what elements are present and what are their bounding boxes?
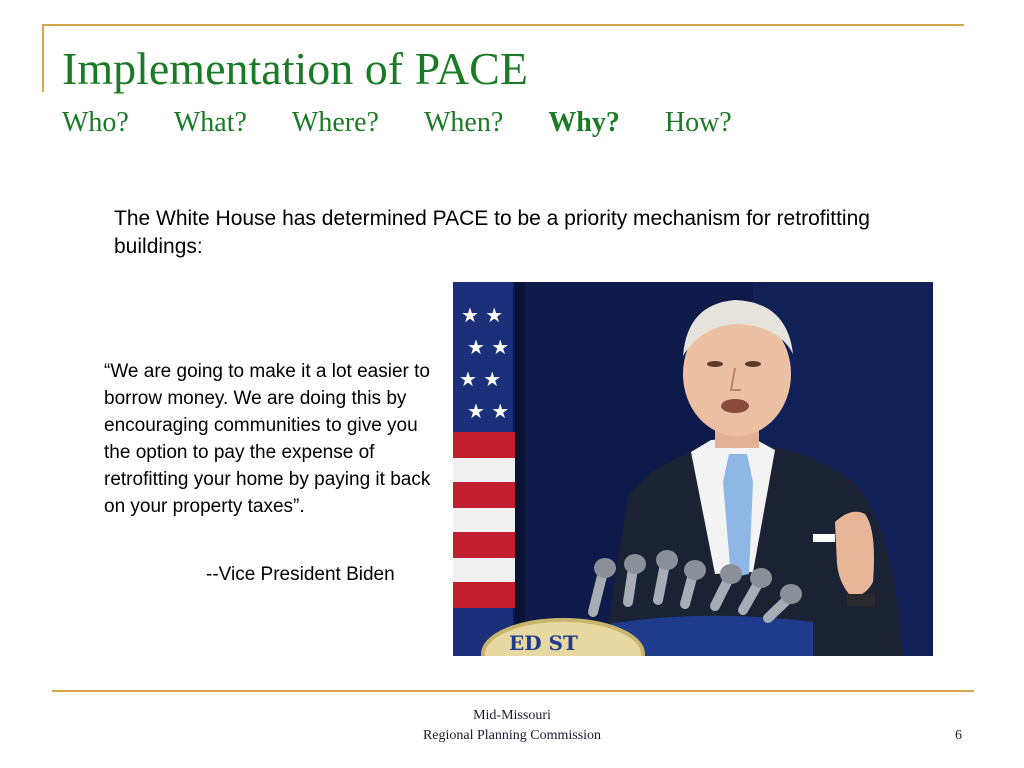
page-number: 6 — [955, 728, 962, 743]
podium-emblem-text: ED ST — [509, 631, 578, 655]
svg-text:★ ★: ★ ★ — [467, 399, 510, 423]
svg-text:★ ★: ★ ★ — [461, 303, 504, 327]
question-how: How? — [664, 107, 732, 138]
title-top-rule — [42, 24, 964, 26]
question-why: Why? — [548, 107, 620, 138]
title-left-rule — [42, 24, 44, 92]
footer-organization — [0, 706, 1024, 746]
question-what: What? — [173, 107, 247, 138]
footer-org-line-2: Regional Planning Commission — [422, 728, 602, 743]
intro-text: The White House has determined PACE to be a priority mechanism for retrofitting buildings: — [114, 207, 870, 258]
question-who: Who? — [62, 107, 129, 138]
speaker-photo — [453, 282, 933, 656]
question-when: When? — [423, 107, 504, 138]
biden-quote: “We are going to make it a lot easier to borrow money. We are doing this by encouraging communities to give you the option to pay the expense of retrofitting your home by paying it back on your property taxes”. — [104, 361, 431, 517]
speaker-photo-illustration — [453, 282, 933, 656]
question-where: Where? — [291, 107, 379, 138]
question-nav — [62, 106, 770, 140]
quote-attribution: --Vice President Biden — [206, 564, 395, 585]
footer-org-line-1: Mid-Missouri — [473, 708, 551, 723]
svg-text:★ ★: ★ ★ — [467, 335, 510, 359]
svg-text:★ ★: ★ ★ — [459, 367, 502, 391]
footer-rule — [52, 690, 974, 692]
slide-title: Implementation of PACE — [62, 43, 528, 94]
